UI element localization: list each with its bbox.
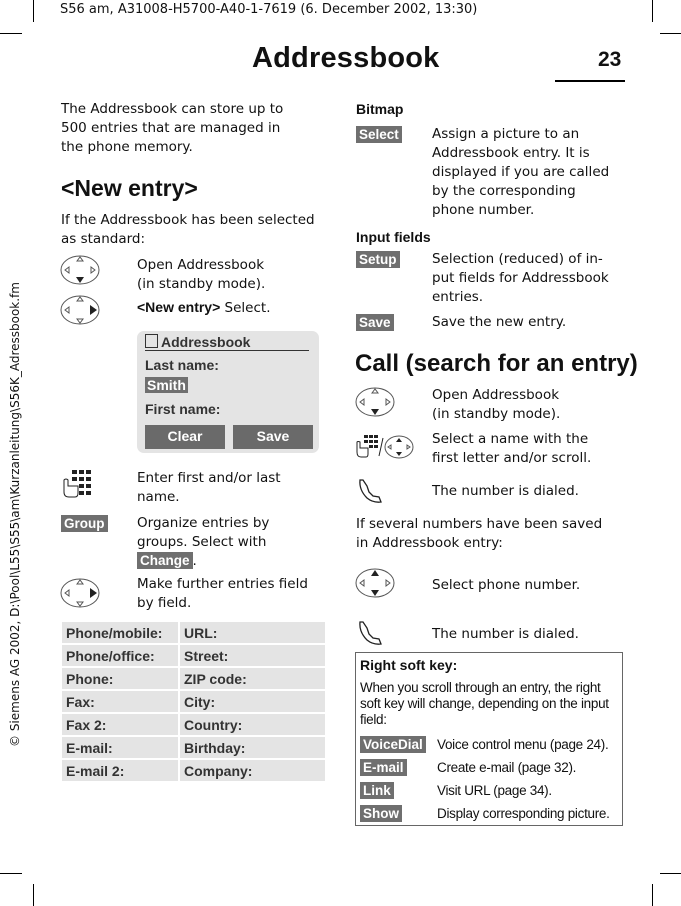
clear-softkey[interactable]: Clear xyxy=(145,425,225,449)
text-line: Open Addressbook xyxy=(137,257,265,273)
text-line: field: xyxy=(360,712,387,727)
call-step-open xyxy=(432,386,560,424)
new-entry-heading: <New entry> xyxy=(61,175,198,201)
setup-softkey-wrap xyxy=(356,251,400,268)
text-line: put fields for Addressbook xyxy=(432,270,609,286)
show-softkey[interactable]: Show xyxy=(360,805,402,822)
group-softkey-wrap xyxy=(61,515,108,532)
text-line: phone number. xyxy=(432,202,535,218)
text-line xyxy=(137,552,269,571)
text-line: Organize entries by xyxy=(137,515,270,531)
crop-mark xyxy=(33,884,34,906)
voicedial-description: Voice control menu (page 24). xyxy=(437,737,609,752)
call-step-select-name xyxy=(432,430,591,468)
last-name-label: Last name: xyxy=(145,357,219,373)
field-cell: ZIP code: xyxy=(180,668,325,689)
if-selected-text xyxy=(61,211,315,249)
keypad-icon xyxy=(60,468,92,498)
nav-key-right-icon xyxy=(60,578,100,608)
list-item xyxy=(360,805,402,822)
field-cell: Phone: xyxy=(62,668,178,689)
crop-mark xyxy=(0,33,22,34)
text-line: displayed if you are called xyxy=(432,164,610,180)
link-softkey[interactable]: Link xyxy=(360,782,394,799)
email-softkey[interactable]: E-mail xyxy=(360,759,407,776)
call-heading: Call (search for an entry) xyxy=(355,350,638,377)
intro-line: The Addressbook can store up to xyxy=(61,101,284,117)
crop-mark xyxy=(652,884,653,906)
step-group xyxy=(137,514,269,571)
right-softkey-note xyxy=(355,652,623,826)
crop-mark xyxy=(660,33,681,34)
crop-mark xyxy=(652,0,653,22)
save-softkey-wrap xyxy=(356,314,394,331)
text-line: by the corresponding xyxy=(432,183,576,199)
running-head: S56 am, A31008-H5700-A40-1-7619 (6. December 2002, 13:30) xyxy=(60,2,478,17)
show-description: Display corresponding picture. xyxy=(437,806,610,821)
display-title xyxy=(145,334,309,351)
text-line: name. xyxy=(137,489,180,505)
number-dialed-text: The number is dialed. xyxy=(432,626,579,642)
table-row xyxy=(62,737,325,758)
table-row xyxy=(62,691,325,712)
step-new-entry xyxy=(137,298,271,318)
field-cell: Phone/office: xyxy=(62,645,178,666)
nav-key-down-icon xyxy=(60,255,100,285)
step-enter-name xyxy=(137,469,281,507)
table-row xyxy=(62,668,325,689)
voicedial-softkey[interactable]: VoiceDial xyxy=(360,736,426,753)
period: . xyxy=(192,553,197,569)
intro-paragraph xyxy=(61,100,283,157)
note-heading: Right soft key: xyxy=(360,657,458,673)
crop-mark xyxy=(0,873,22,874)
text-line: entries. xyxy=(432,289,484,305)
call-key-icon xyxy=(357,476,383,504)
first-name-label: First name: xyxy=(145,401,221,417)
field-cell: Company: xyxy=(180,760,325,781)
field-cell: E-mail 2: xyxy=(62,760,178,781)
text-line: as standard: xyxy=(61,231,146,247)
text-line: Selection (reduced) of in- xyxy=(432,251,603,267)
phone-display xyxy=(137,331,319,453)
setup-description xyxy=(432,250,609,307)
text-line: first letter and/or scroll. xyxy=(432,450,592,466)
field-cell: Country: xyxy=(180,714,325,735)
addressbook-icon xyxy=(145,334,158,348)
intro-line: the phone memory. xyxy=(61,139,193,155)
list-item xyxy=(360,759,407,776)
field-cell: City: xyxy=(180,691,325,712)
text-line: (in standby mode). xyxy=(432,406,561,422)
input-fields-label: Input fields xyxy=(356,229,431,245)
text-line: Make further entries field xyxy=(137,576,308,592)
crop-mark xyxy=(33,0,34,22)
list-item xyxy=(360,782,394,799)
call-key-icon xyxy=(357,618,383,646)
table-row xyxy=(62,714,325,735)
table-row xyxy=(62,622,325,643)
text-line: in Addressbook entry: xyxy=(356,535,503,551)
field-cell: Phone/mobile: xyxy=(62,622,178,643)
save-description: Save the new entry. xyxy=(432,314,567,330)
display-title-text: Addressbook xyxy=(161,334,251,350)
select-text: Select. xyxy=(220,300,271,316)
field-cell: Fax 2: xyxy=(62,714,178,735)
note-text xyxy=(360,680,609,728)
nav-key-right-icon xyxy=(60,295,100,325)
keypad-or-nav-icon xyxy=(355,432,415,462)
select-phone-number-text: Select phone number. xyxy=(432,577,581,593)
text-line: If several numbers have been saved xyxy=(356,516,603,532)
save-softkey[interactable]: Save xyxy=(356,314,394,331)
select-softkey[interactable]: Select xyxy=(356,126,402,143)
side-file-path: © Siemens AG 2002, D:\Pool\L55\S55\am\Kurzanleitung\S56K_Adressbook.fm xyxy=(8,282,22,747)
field-cell: E-mail: xyxy=(62,737,178,758)
bitmap-label: Bitmap xyxy=(356,101,404,117)
select-description xyxy=(432,125,609,220)
select-softkey-wrap xyxy=(356,126,402,143)
table-row xyxy=(62,645,325,666)
field-cell: Street: xyxy=(180,645,325,666)
crop-mark xyxy=(660,873,681,874)
nav-key-up-down-icon xyxy=(355,568,395,598)
intro-line: 500 entries that are managed in xyxy=(61,120,281,136)
text-line: Open Addressbook xyxy=(432,387,560,403)
title-rule xyxy=(555,80,625,82)
field-cell: Birthday: xyxy=(180,737,325,758)
link-description: Visit URL (page 34). xyxy=(437,783,552,798)
group-softkey[interactable]: Group xyxy=(61,515,108,532)
last-name-value[interactable]: Smith xyxy=(147,377,186,393)
text-line: by field. xyxy=(137,595,192,611)
field-cell: URL: xyxy=(180,622,325,643)
text-line: Assign a picture to an xyxy=(432,126,580,142)
text-line: If the Addressbook has been selected xyxy=(61,212,315,228)
list-item xyxy=(360,736,426,753)
number-dialed-text: The number is dialed. xyxy=(432,483,579,499)
nav-key-down-icon xyxy=(355,387,395,417)
change-softkey[interactable]: Change xyxy=(137,552,193,569)
page-title: Addressbook xyxy=(252,42,440,74)
text-line: soft key will change, depending on the input xyxy=(360,696,609,711)
new-entry-label: <New entry> xyxy=(137,299,221,315)
step-further-entries xyxy=(137,575,308,613)
setup-softkey[interactable]: Setup xyxy=(356,251,400,268)
text-line: Addressbook entry. It is xyxy=(432,145,590,161)
text-line: Select a name with the xyxy=(432,431,589,447)
page-number: 23 xyxy=(598,48,622,71)
email-description: Create e-mail (page 32). xyxy=(437,760,577,775)
input-fields-table xyxy=(60,620,327,783)
table-row xyxy=(62,760,325,781)
field-cell: Fax: xyxy=(62,691,178,712)
text-line: Enter first and/or last xyxy=(137,470,281,486)
step-open-addressbook xyxy=(137,256,265,294)
several-numbers-text xyxy=(356,515,602,553)
save-softkey[interactable]: Save xyxy=(233,425,313,449)
text-line: When you scroll through an entry, the right xyxy=(360,680,601,695)
text-line: (in standby mode). xyxy=(137,276,266,292)
text-line: groups. Select with xyxy=(137,534,267,550)
